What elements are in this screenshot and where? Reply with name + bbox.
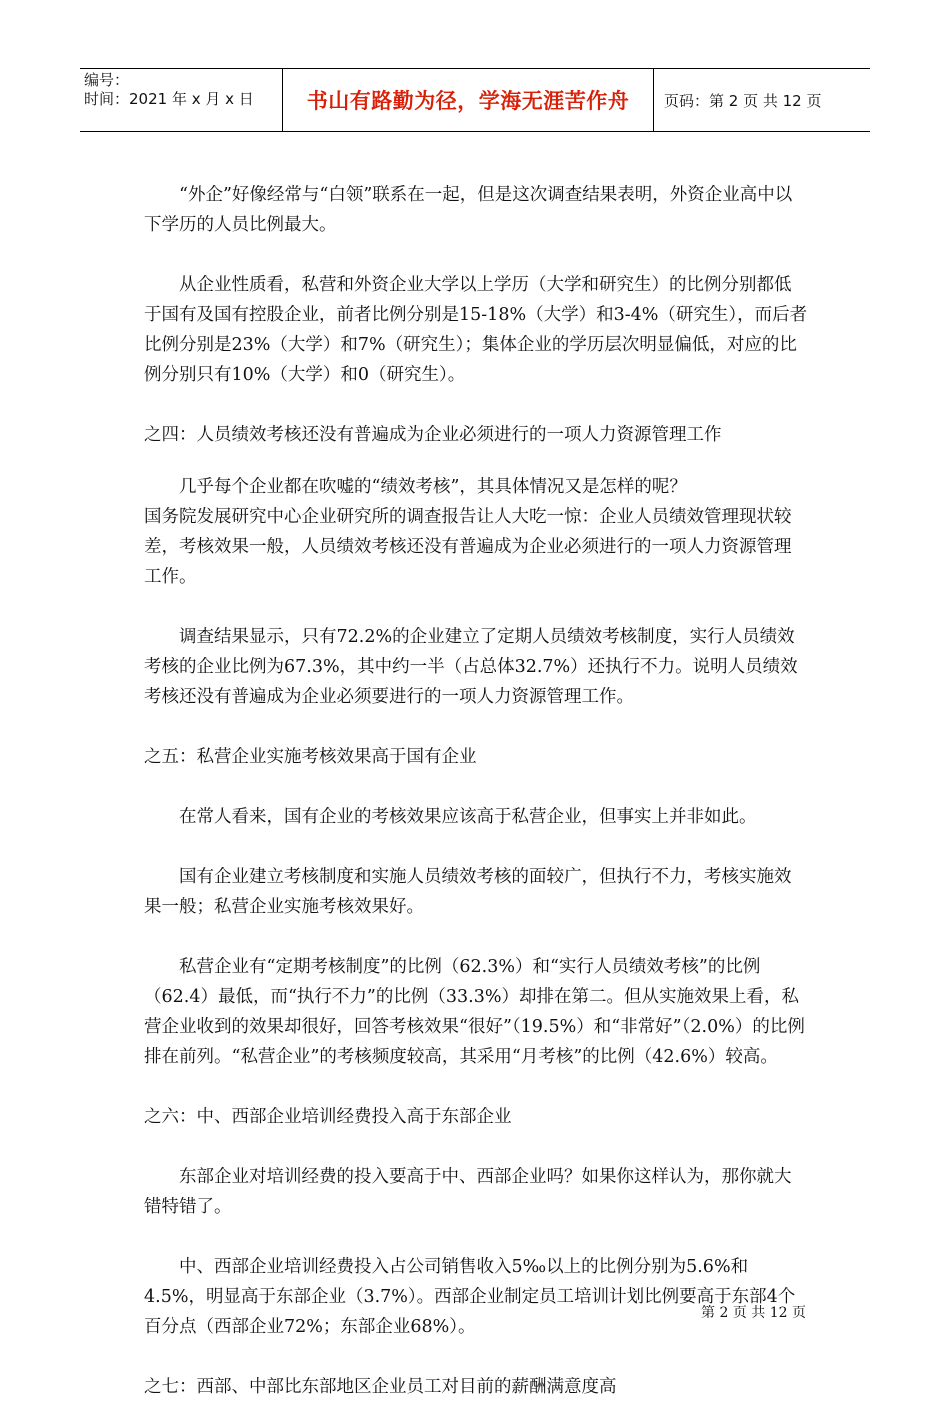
paragraph: 从企业性质看，私营和外资企业大学以上学历（大学和研究生）的比例分别都低于国有及国有控股企业，前者比例分别是15-18%（大学）和3-4%（研究生），而后者比例分别是23%（大学）和7%（研究生）；集体企业的学历层次明显偏低，对应的比例分别只有10%（大学）和0（研究生）。 — [144, 275, 808, 385]
paragraph: 国有企业建立考核制度和实施人员绩效考核的面较广，但执行不力，考核实施效果一般；私营企业实施考核效果好。 — [144, 867, 792, 917]
paragraph: 在常人看来，国有企业的考核效果应该高于私营企业，但事实上并非如此。 — [179, 807, 757, 827]
paragraph: 几乎每个企业都在吹嘘的“绩效考核”，其具体情况又是怎样的呢？ — [179, 477, 687, 497]
section-heading: 之四：人员绩效考核还没有普遍成为企业必须进行的一项人力资源管理工作 — [144, 425, 722, 445]
page-footer: 第 2 页 共 12 页 — [701, 1305, 806, 1321]
paragraph: 私营企业有“定期考核制度”的比例（62.3%）和“实行人员绩效考核”的比例（62.4）最低，而“执行不力”的比例（33.3%）却排在第二。但从实施效果上看，私营企业收到的效果却很好，回答考核效果“很好”（19.5%）和“非常好”（2.0%）的比例排在前列。“私营企业”的考核频度较高，其采用“月考核”的比例（42.6%）较高。 — [144, 957, 805, 1067]
header-meta — [80, 69, 282, 131]
section-heading: 之六：中、西部企业培训经费投入高于东部企业 — [144, 1107, 512, 1127]
paragraph: 调查结果显示，只有72.2%的企业建立了定期人员绩效考核制度，实行人员绩效考核的企业比例为67.3%，其中约一半（占总体32.7%）还执行不力。说明人员绩效考核还没有普遍成为企业必须要进行的一项人力资源管理工作。 — [144, 627, 798, 707]
document-date: 时间：2021 年 x 月 x 日 — [84, 90, 254, 108]
section-heading: 之五：私营企业实施考核效果高于国有企业 — [144, 747, 477, 767]
document-body — [144, 180, 808, 1402]
section-heading: 之七：西部、中部比东部地区企业员工对目前的薪酬满意度高 — [144, 1377, 617, 1397]
header-motto: 书山有路勤为径，学海无涯苦作舟 — [282, 69, 654, 131]
paragraph: 东部企业对培训经费的投入要高于中、西部企业吗？如果你这样认为，那你就大错特错了。 — [144, 1167, 792, 1217]
document-number: 编号： — [84, 71, 130, 89]
paragraph: 国务院发展研究中心企业研究所的调查报告让人大吃一惊：企业人员绩效管理现状较差，考核效果一般，人员绩效考核还没有普遍成为企业必须进行的一项人力资源管理工作。 — [144, 507, 792, 587]
header-page-number: 页码：第 2 页 共 12 页 — [664, 91, 822, 110]
paragraph: 中、西部企业培训经费投入占公司销售收入5‰以上的比例分别为5.6%和4.5%，明显高于东部企业（3.7%）。西部企业制定员工培训计划比例要高于东部4个百分点（西部企业72%；东部企业68%）。 — [144, 1257, 796, 1337]
page-header — [80, 68, 870, 132]
paragraph: “外企”好像经常与“白领”联系在一起，但是这次调查结果表明，外资企业高中以下学历的人员比例最大。 — [144, 185, 793, 235]
